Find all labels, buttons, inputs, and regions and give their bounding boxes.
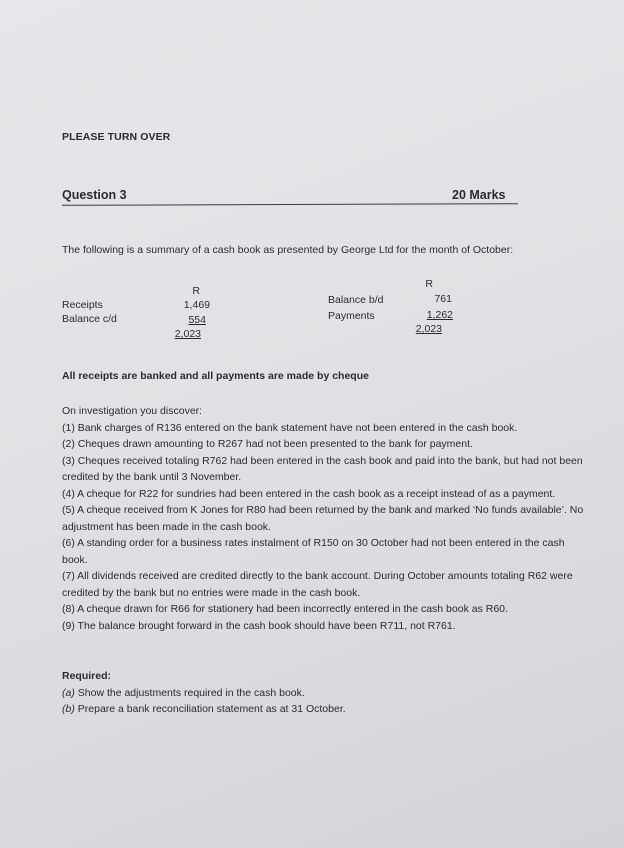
investigation-list bbox=[62, 403, 592, 634]
question-divider bbox=[62, 203, 518, 206]
cash-book-left-amount-balance-value: 554 bbox=[188, 314, 206, 326]
investigation-heading: On investigation you discover: bbox=[62, 405, 203, 417]
cash-book-left-label-receipts: Receipts bbox=[62, 299, 103, 311]
investigation-item-4: (4) A cheque for R22 for sundries had been entered in the cash book as a receipt instead of as a payment. bbox=[62, 487, 556, 500]
cash-book-left-amount-receipts: 1,469 bbox=[183, 299, 210, 311]
cash-book-right-amount-payments bbox=[413, 308, 453, 323]
cash-book-left-label-balance: Balance c/d bbox=[62, 313, 117, 325]
required-item-a bbox=[62, 685, 532, 702]
investigation-item-7: (7) All dividends received are credited directly to the bank account. During October amounts totaling R62 were credited by the bank but no entries were made in the cash book. bbox=[62, 570, 573, 599]
investigation-item-8: (8) A cheque drawn for R66 for stationery had been incorrectly entered in the cash book as R60. bbox=[62, 603, 508, 615]
required-item-b-text: Prepare a bank reconciliation statement as at 31 October. bbox=[74, 703, 346, 715]
cash-book-right-total-value: 2,023 bbox=[415, 323, 442, 335]
investigation-item-9: (9) The balance brought forward in the cash book should have been R711, not R761. bbox=[62, 619, 456, 632]
investigation-item-6: (6) A standing order for a business rates instalment of R150 on 30 October had not been entered in the cash book. bbox=[62, 537, 565, 566]
cash-book-right-label-balance: Balance b/d bbox=[328, 294, 384, 306]
cash-book-left-currency: R bbox=[192, 285, 200, 297]
required-item-b bbox=[62, 701, 532, 718]
cash-book-right-amount-balance: 761 bbox=[434, 293, 452, 305]
cash-book-right-total bbox=[402, 322, 442, 337]
investigation-item-1: (1) Bank charges of R136 entered on the bank statement have not been entered in the cash book. bbox=[62, 421, 518, 434]
cash-book-right-label-payments: Payments bbox=[328, 310, 375, 322]
cash-book-right-amount-payments-value: 1,262 bbox=[426, 309, 453, 321]
investigation-item-2: (2) Cheques drawn amounting to R267 had not been presented to the bank for payment. bbox=[62, 438, 473, 450]
required-item-a-text: Show the adjustments required in the cash book. bbox=[74, 686, 305, 699]
cash-book-left-amount-balance bbox=[166, 313, 206, 328]
turn-over-note: PLEASE TURN OVER bbox=[62, 131, 171, 143]
cash-book-left-total bbox=[161, 327, 201, 342]
question-title: Question 3 bbox=[62, 188, 127, 202]
cash-book-left-total-value: 2,023 bbox=[174, 328, 201, 340]
required-heading: Required: bbox=[62, 670, 112, 682]
required-item-a-letter: (a) bbox=[62, 686, 75, 699]
investigation-item-5: (5) A cheque received from K Jones for R80 had been returned by the bank and marked ‘No funds available’. No adjustment has been made in the cash book. bbox=[62, 504, 584, 533]
question-marks: 20 Marks bbox=[452, 188, 506, 202]
required-item-b-letter: (b) bbox=[62, 703, 75, 715]
investigation-item-3: (3) Cheques received totaling R762 had been entered in the cash book and paid into the bank, but had not been credited by the bank until 3 November. bbox=[62, 454, 583, 483]
intro-text: The following is a summary of a cash book as presented by George Ltd for the month of October: bbox=[62, 244, 514, 256]
banking-note: All receipts are banked and all payments are made by cheque bbox=[62, 370, 369, 382]
required-section bbox=[62, 668, 532, 718]
cash-book-right-currency: R bbox=[425, 278, 433, 290]
